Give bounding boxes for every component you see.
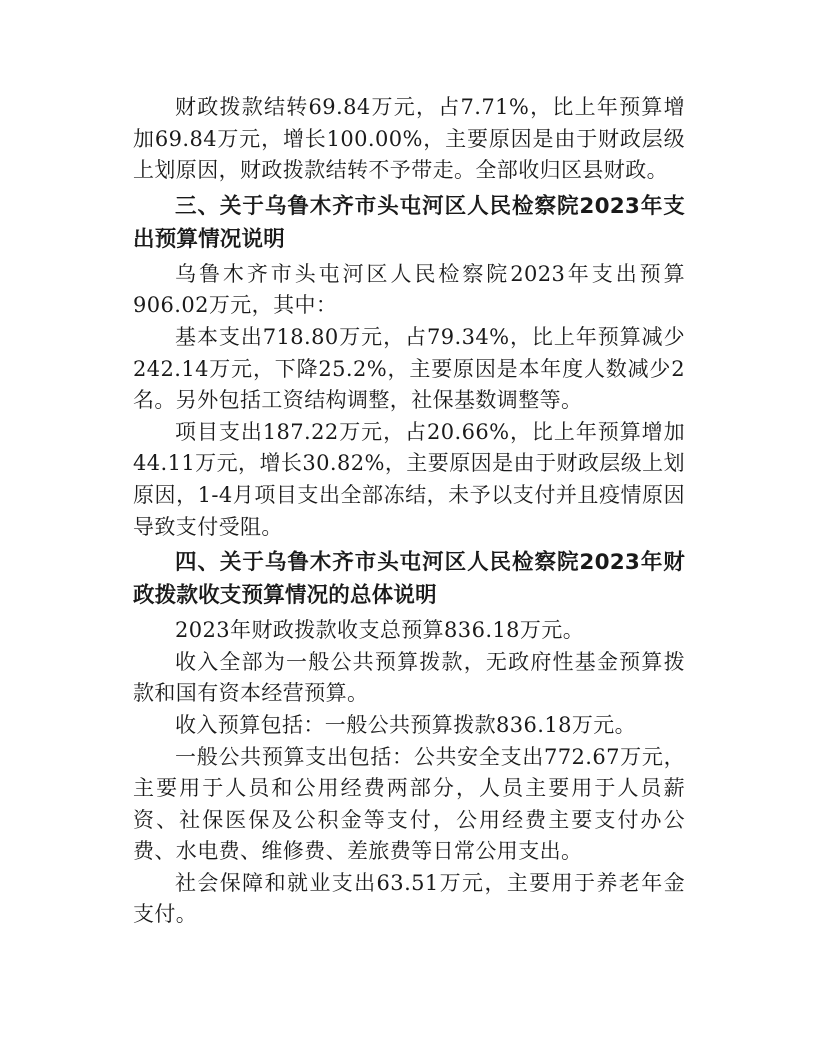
heading-section-3: 三、关于乌鲁木齐市头屯河区人民检察院2023年支出预算情况说明 bbox=[133, 193, 685, 252]
paragraph-social-security: 社会保障和就业支出63.51万元，主要用于养老年金支付。 bbox=[133, 870, 685, 927]
paragraph-fiscal-total: 2023年财政拨款收支总预算836.18万元。 bbox=[175, 618, 585, 643]
paragraph-transfer: 财政拨款结转69.84万元，占7.71%，比上年预算增加69.84万元，增长100.00%，主要原因是由于财政层级上划原因，财政拨款结转不予带走。全部收归区县财政。 bbox=[133, 95, 685, 183]
paragraph-public-safety: 一般公共预算支出包括：公共安全支出772.67万元，主要用于人员和公用经费两部分，人员主要用于人员薪资、社保医保及公积金等支付，公用经费主要支付办公费、水电费、维修费、差旅费等日常公用支出。 bbox=[133, 744, 685, 864]
paragraph-income-source: 收入全部为一般公共预算拨款，无政府性基金预算拨款和国有资本经营预算。 bbox=[133, 649, 685, 706]
paragraph-income-budget: 收入预算包括：一般公共预算拨款836.18万元。 bbox=[175, 712, 637, 737]
paragraph-expenditure-total: 乌鲁木齐市头屯河区人民检察院2023年支出预算906.02万元，其中： bbox=[133, 261, 685, 318]
paragraph-project-expenditure: 项目支出187.22万元，占20.66%，比上年预算增加44.11万元，增长30.82%，主要原因是由于财政层级上划原因，1-4月项目支出全部冻结，未予以支付并且疫情原因导致支付受阻。 bbox=[133, 419, 685, 539]
paragraph-basic-expenditure: 基本支出718.80万元，占79.34%，比上年预算减少242.14万元，下降25.2%，主要原因是本年度人数减少2名。另外包括工资结构调整，社保基数调整等。 bbox=[133, 324, 685, 413]
document-body bbox=[133, 92, 685, 931]
heading-section-4: 四、关于乌鲁木齐市头屯河区人民检察院2023年财政拨款收支预算情况的总体说明 bbox=[133, 550, 685, 609]
